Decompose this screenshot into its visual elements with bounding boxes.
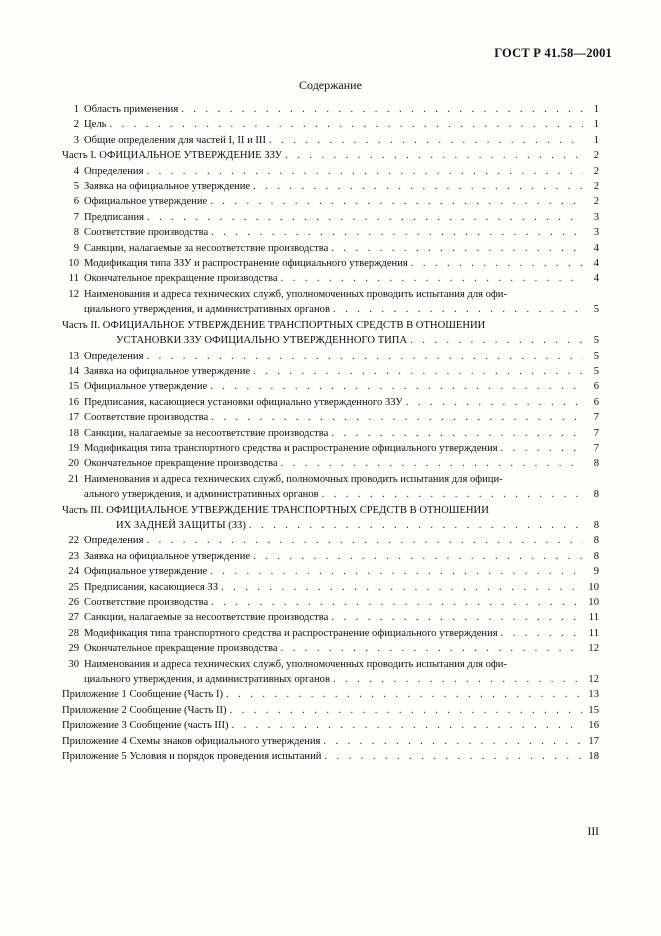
entry-number: 22: [68, 535, 79, 547]
entry-number: 1: [73, 104, 79, 115]
entry-page: 18: [588, 751, 599, 763]
toc-entry[interactable]: [62, 595, 599, 610]
document-code: ГОСТ Р 41.58—2001: [494, 46, 612, 60]
dot-leader: [501, 626, 583, 641]
part-title-line1: Часть III. ОФИЦИАЛЬНОЕ УТВЕРЖДЕНИЕ ТРАНСПОРТНЫХ СРЕДСТВ В ОТНОШЕНИИ: [62, 504, 489, 516]
toc-entry[interactable]: [62, 533, 599, 548]
toc-entry[interactable]: [62, 441, 599, 456]
entry-page: 1: [593, 119, 599, 131]
entry-title: Модификация типа ЗЗУ и распространение официального утверждения: [84, 258, 408, 270]
dot-leader: [333, 672, 583, 687]
toc-entry[interactable]: [62, 225, 599, 240]
dot-leader: [331, 241, 583, 256]
dot-leader: [411, 256, 583, 271]
entry-number: 19: [68, 442, 79, 454]
entry-page: 7: [593, 442, 599, 454]
entry-number: 17: [68, 412, 79, 424]
appendix-title: Приложение 3 Сообщение (часть III): [62, 720, 229, 732]
toc-entry[interactable]: [62, 580, 599, 595]
dot-leader: [210, 194, 583, 209]
dot-leader: [281, 456, 583, 471]
entry-title: Предписания, касающиеся установки официально утвержденного ЗЗУ: [84, 396, 403, 408]
entry-number: 5: [73, 181, 79, 193]
dot-leader: [323, 734, 583, 749]
entry-title-line2: циального утверждения, и административных органов: [84, 304, 330, 316]
entry-number: 11: [68, 273, 79, 285]
entry-page: 2: [593, 181, 599, 193]
entry-page: 7: [593, 412, 599, 424]
dot-leader: [146, 164, 583, 179]
toc-part-heading-cont[interactable]: [62, 333, 599, 348]
entry-page: 11: [588, 627, 599, 639]
appendix-title: Приложение 5 Условия и порядок проведения испытаний: [62, 751, 322, 763]
entry-title: Цель: [84, 119, 107, 131]
toc-part-heading[interactable]: [62, 503, 599, 518]
entry-title: Модификация типа транспортного средства и распространение официального утверждения: [84, 442, 498, 454]
appendix-title: Приложение 2 Сообщение (Часть II): [62, 704, 227, 716]
entry-page: 13: [588, 689, 599, 701]
dot-leader: [211, 410, 583, 425]
toc-entry[interactable]: [62, 564, 599, 579]
dot-leader: [269, 133, 583, 148]
entry-page: 8: [593, 519, 599, 531]
dot-leader: [253, 179, 583, 194]
toc-appendix-entry[interactable]: [62, 703, 599, 718]
entry-page: 4: [593, 258, 599, 270]
toc-entry[interactable]: [62, 364, 599, 379]
toc-entry[interactable]: [62, 641, 599, 656]
entry-title: Определения: [84, 535, 144, 547]
entry-title: Санкции, налагаемые за несоответствие производства: [84, 427, 329, 439]
toc-appendix-entry[interactable]: [62, 749, 599, 764]
toc-entry[interactable]: [62, 179, 599, 194]
entry-page: 15: [588, 704, 599, 716]
entry-title: Общие определения для частей I, II и III: [84, 134, 266, 146]
toc-entry[interactable]: [62, 271, 599, 286]
entry-page: 4: [593, 242, 599, 254]
entry-page: 6: [593, 381, 599, 393]
toc-part-heading-cont[interactable]: [62, 518, 599, 533]
dot-leader: [285, 148, 583, 163]
toc-entry[interactable]: [62, 456, 599, 471]
toc-entry[interactable]: [62, 133, 599, 148]
entry-title: Официальное утверждение: [84, 566, 208, 578]
entry-number: 6: [73, 196, 79, 208]
entry-number: 13: [68, 350, 79, 362]
dot-leader: [232, 718, 583, 733]
dot-leader: [281, 641, 583, 656]
dot-leader: [146, 349, 583, 364]
entry-page: 9: [593, 566, 599, 578]
entry-number: 25: [68, 581, 79, 593]
dot-leader: [211, 225, 583, 240]
toc-appendix-entry[interactable]: [62, 718, 599, 733]
part-title-line2: УСТАНОВКИ ЗЗУ ОФИЦИАЛЬНО УТВЕРЖДЕННОГО ТИПА: [116, 335, 408, 347]
dot-leader: [331, 610, 583, 625]
entry-page: 8: [593, 535, 599, 547]
toc-title: Содержание: [299, 78, 362, 92]
dot-leader: [253, 549, 583, 564]
dot-leader: [210, 379, 583, 394]
entry-page: 8: [593, 550, 599, 562]
table-of-contents: [62, 102, 599, 764]
entry-page: 6: [593, 396, 599, 408]
entry-title: Санкции, налагаемые за несоответствие производства: [84, 242, 329, 254]
entry-number: 9: [73, 242, 79, 254]
dot-leader: [109, 117, 583, 132]
dot-leader: [147, 210, 583, 225]
entry-page: 12: [588, 643, 599, 655]
entry-number: 8: [73, 227, 79, 239]
part-title-line2: ИХ ЗАДНЕЙ ЗАЩИТЫ (ЗЗ): [116, 519, 246, 531]
toc-entry[interactable]: [62, 610, 599, 625]
toc-entry[interactable]: [62, 549, 599, 564]
toc-entry[interactable]: [62, 379, 599, 394]
toc-entry[interactable]: [62, 256, 599, 271]
entry-page: 3: [593, 227, 599, 239]
dot-leader: [331, 426, 583, 441]
entry-title: Область применения: [84, 104, 179, 115]
entry-title: Окончательное прекращение производства: [84, 643, 278, 655]
dot-leader: [146, 533, 583, 548]
appendix-title: Приложение 1 Сообщение (Часть I): [62, 689, 224, 701]
toc-entry-second-line[interactable]: [62, 302, 599, 317]
toc-entry[interactable]: [62, 241, 599, 256]
dot-leader: [501, 441, 583, 456]
entry-title: Соответствие производства: [84, 597, 209, 608]
dot-leader: [181, 102, 583, 117]
entry-number: 24: [68, 566, 79, 578]
entry-title-line2: циального утверждения, и административных органов: [84, 674, 330, 686]
entry-page: 17: [588, 735, 599, 747]
entry-number: 7: [73, 211, 79, 223]
dot-leader: [226, 687, 583, 702]
entry-page: 7: [593, 427, 599, 439]
entry-page: 2: [593, 150, 599, 162]
entry-page: 2: [593, 165, 599, 177]
toc-entry[interactable]: [62, 410, 599, 425]
dot-leader: [210, 564, 583, 579]
dot-leader: [410, 333, 583, 348]
entry-page: 2: [593, 196, 599, 208]
page-number: III: [587, 826, 599, 838]
toc-appendix-entry[interactable]: [62, 734, 599, 749]
entry-title: Определения: [84, 165, 144, 177]
toc-entry[interactable]: [62, 102, 599, 117]
entry-number: 4: [73, 165, 79, 177]
entry-number: 21: [68, 473, 79, 485]
toc-entry[interactable]: [62, 349, 599, 364]
entry-number: 12: [68, 288, 79, 300]
entry-page: 11: [588, 612, 599, 624]
toc-entry[interactable]: [62, 626, 599, 641]
dot-leader: [333, 302, 583, 317]
entry-page: 10: [588, 597, 599, 608]
toc-entry[interactable]: [62, 395, 599, 410]
entry-page: 8: [593, 458, 599, 470]
entry-title: Заявка на официальное утверждение: [84, 365, 251, 377]
entry-number: 29: [68, 643, 79, 655]
entry-page: 1: [593, 134, 599, 146]
toc-part-heading[interactable]: [62, 318, 599, 333]
entry-number: 26: [68, 597, 79, 608]
dot-leader: [324, 749, 583, 764]
entry-title: Модификация типа транспортного средства и распространение официального утверждения: [84, 627, 498, 639]
entry-title: Официальное утверждение: [84, 381, 208, 393]
entry-page: 5: [593, 304, 599, 316]
entry-title: Официальное утверждение: [84, 196, 208, 208]
entry-title: Определения: [84, 350, 144, 362]
dot-leader: [230, 703, 583, 718]
toc-entry-second-line[interactable]: [62, 672, 599, 687]
toc-appendix-entry[interactable]: [62, 687, 599, 702]
entry-number: 14: [68, 365, 79, 377]
entry-page: 5: [593, 365, 599, 377]
appendix-title: Приложение 4 Схемы знаков официального утверждения: [62, 735, 321, 747]
entry-page: 12: [588, 674, 599, 686]
entry-number: 2: [73, 119, 79, 131]
dot-leader: [211, 595, 583, 610]
dot-leader: [221, 580, 583, 595]
entry-title: Окончательное прекращение производства: [84, 458, 278, 470]
entry-title-line1: Наименования и адреса технических служб, уполномоченных проводить испытания для офи-: [84, 658, 507, 670]
dot-leader: [322, 487, 583, 502]
toc-entry[interactable]: [62, 164, 599, 179]
entry-number: 15: [68, 381, 79, 393]
entry-number: 20: [68, 458, 79, 470]
entry-page: 5: [593, 335, 599, 347]
entry-title: Заявка на официальное утверждение: [84, 181, 251, 193]
entry-title: Предписания, касающиеся ЗЗ: [84, 581, 219, 593]
entry-number: 10: [68, 258, 79, 270]
toc-entry[interactable]: [62, 117, 599, 132]
entry-title: Заявка на официальное утверждение: [84, 550, 251, 562]
entry-page: 5: [593, 350, 599, 362]
part-title: Часть I. ОФИЦИАЛЬНОЕ УТВЕРЖДЕНИЕ ЗЗУ: [62, 150, 283, 162]
part-title-line1: Часть II. ОФИЦИАЛЬНОЕ УТВЕРЖДЕНИЕ ТРАНСПОРТНЫХ СРЕДСТВ В ОТНОШЕНИИ: [62, 319, 486, 331]
dot-leader: [281, 271, 583, 286]
entry-number: 18: [68, 427, 79, 439]
entry-page: 4: [593, 273, 599, 285]
entry-number: 23: [68, 550, 79, 562]
entry-number: 28: [68, 627, 79, 639]
toc-entry-second-line[interactable]: [62, 487, 599, 502]
entry-title: Санкции, налагаемые за несоответствие производства: [84, 612, 329, 624]
entry-number: 3: [73, 134, 79, 146]
entry-page: 10: [588, 581, 599, 593]
toc-entry-first-line[interactable]: [62, 287, 599, 302]
entry-number: 16: [68, 396, 79, 408]
dot-leader: [249, 518, 583, 533]
entry-page: 1: [593, 104, 599, 115]
entry-title-line1: Наименования и адреса технических служб, полномочных проводить испытания для офици-: [84, 473, 503, 485]
entry-number: 30: [68, 658, 79, 670]
dot-leader: [253, 364, 583, 379]
toc-entry[interactable]: [62, 210, 599, 225]
entry-title-line1: Наименования и адреса технических служб, уполномоченных проводить испытания для офи-: [84, 288, 507, 300]
toc-entry-first-line[interactable]: [62, 657, 599, 672]
entry-title: Соответствие производства: [84, 227, 209, 239]
entry-page: 16: [588, 720, 599, 732]
entry-title-line2: ального утверждения, и административных органов: [84, 489, 319, 501]
entry-title: Предписания: [84, 211, 144, 223]
entry-page: 3: [593, 211, 599, 223]
entry-title: Окончательное прекращение производства: [84, 273, 278, 285]
entry-title: Соответствие производства: [84, 412, 209, 424]
entry-number: 27: [68, 612, 79, 624]
dot-leader: [406, 395, 583, 410]
toc-part-heading[interactable]: [62, 148, 599, 163]
entry-page: 8: [593, 489, 599, 501]
toc-entry-first-line[interactable]: [62, 472, 599, 487]
toc-entry[interactable]: [62, 194, 599, 209]
toc-entry[interactable]: [62, 426, 599, 441]
